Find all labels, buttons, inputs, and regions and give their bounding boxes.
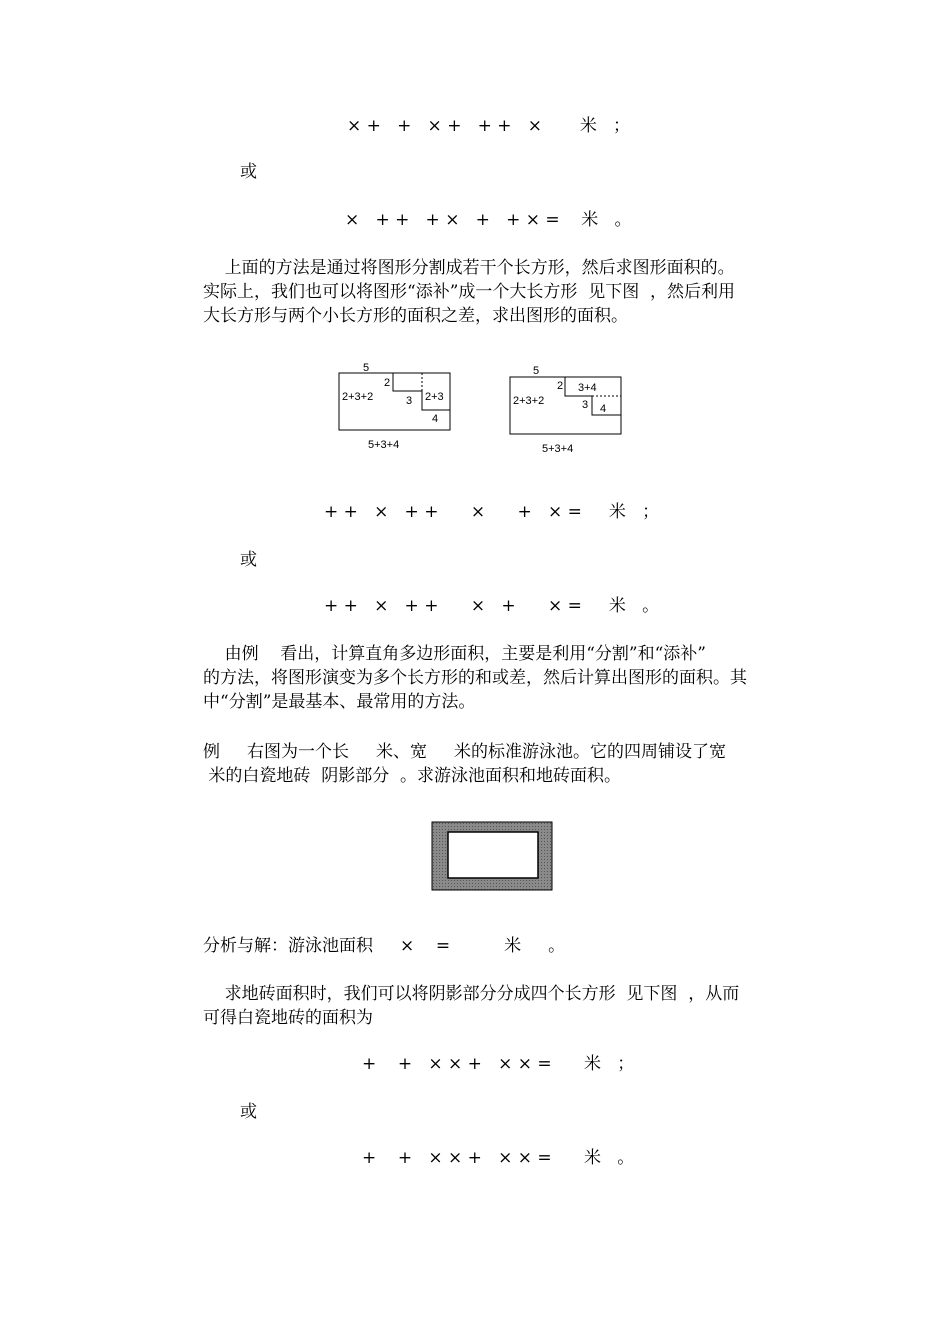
paragraph-example bbox=[203, 740, 813, 788]
paragraph-summary bbox=[203, 642, 813, 714]
or-text-1: 或 bbox=[240, 162, 257, 182]
paragraph-line: 中“分割”是最基本、最常用的方法。 bbox=[203, 692, 476, 712]
paragraph-line: 实际上，我们也可以将图形“添补”成一个大长方形 见下图 ，然后利用 bbox=[203, 282, 735, 302]
label-left: 2+3+2 bbox=[513, 395, 545, 407]
label-step: 2 bbox=[384, 377, 391, 389]
label-step: 2 bbox=[557, 380, 564, 392]
formula-1: × + + × + + + × 米 ； bbox=[347, 116, 631, 136]
paragraph-line: 求地砖面积时，我们可以将阴影部分分成四个长方形 见下图 ，从而 bbox=[203, 984, 740, 1004]
paragraph-line: 可得白瓷地砖的面积为 bbox=[203, 1008, 373, 1028]
label-top-right: 3+4 bbox=[578, 382, 597, 394]
paragraph-line: 例 右图为一个长 米、宽 米的标准游泳池。它的四周铺设了宽 bbox=[203, 742, 727, 762]
formula-3: + + × + + × + × = 米 ； bbox=[324, 502, 660, 522]
label-mid: 3 bbox=[406, 395, 413, 407]
label-inner: 4 bbox=[432, 413, 439, 425]
label-right: 2+3 bbox=[425, 391, 444, 403]
paragraph-line: 米的白瓷地砖 阴影部分 。求游泳池面积和地砖面积。 bbox=[203, 766, 622, 786]
paragraph-tile-area bbox=[203, 982, 813, 1030]
or-text-2: 或 bbox=[240, 550, 257, 570]
label-bottom: 5+3+4 bbox=[542, 443, 574, 455]
label-inner: 4 bbox=[600, 403, 607, 415]
label-left: 2+3+2 bbox=[342, 391, 374, 403]
label-top: 5 bbox=[363, 362, 370, 374]
paragraph-line: 上面的方法是通过将图形分割成若干个长方形，然后求图形面积的。 bbox=[203, 258, 735, 278]
figure-fill-left bbox=[330, 360, 460, 460]
label-mid: 3 bbox=[582, 399, 589, 411]
formula-2: × + + + × + + × = 米 。 bbox=[345, 210, 632, 230]
label-top: 5 bbox=[533, 365, 540, 377]
paragraph-line: 分析与解：游泳池面积 × = 米 。 bbox=[203, 936, 566, 956]
paragraph-line: 大长方形与两个小长方形的面积之差，求出图形的面积。 bbox=[203, 306, 628, 326]
label-bottom: 5+3+4 bbox=[368, 439, 400, 451]
paragraph-line: 的方法，将图形演变为多个长方形的和或差，然后计算出图形的面积。其 bbox=[203, 668, 747, 688]
figure-fill-right bbox=[500, 362, 630, 462]
formula-6: + + × × + × × = 米 。 bbox=[362, 1148, 635, 1168]
formula-4: + + × + + × + × = 米 。 bbox=[324, 596, 660, 616]
figure-pool bbox=[430, 820, 554, 892]
formula-5: + + × × + × × = 米 ； bbox=[362, 1054, 635, 1074]
paragraph-analysis bbox=[203, 934, 813, 958]
paragraph-fill-method bbox=[203, 256, 813, 328]
pool-area bbox=[448, 832, 538, 878]
or-text-3: 或 bbox=[240, 1102, 257, 1122]
paragraph-line: 由例 看出，计算直角多边形面积，主要是利用“分割”和“添补” bbox=[203, 644, 706, 664]
